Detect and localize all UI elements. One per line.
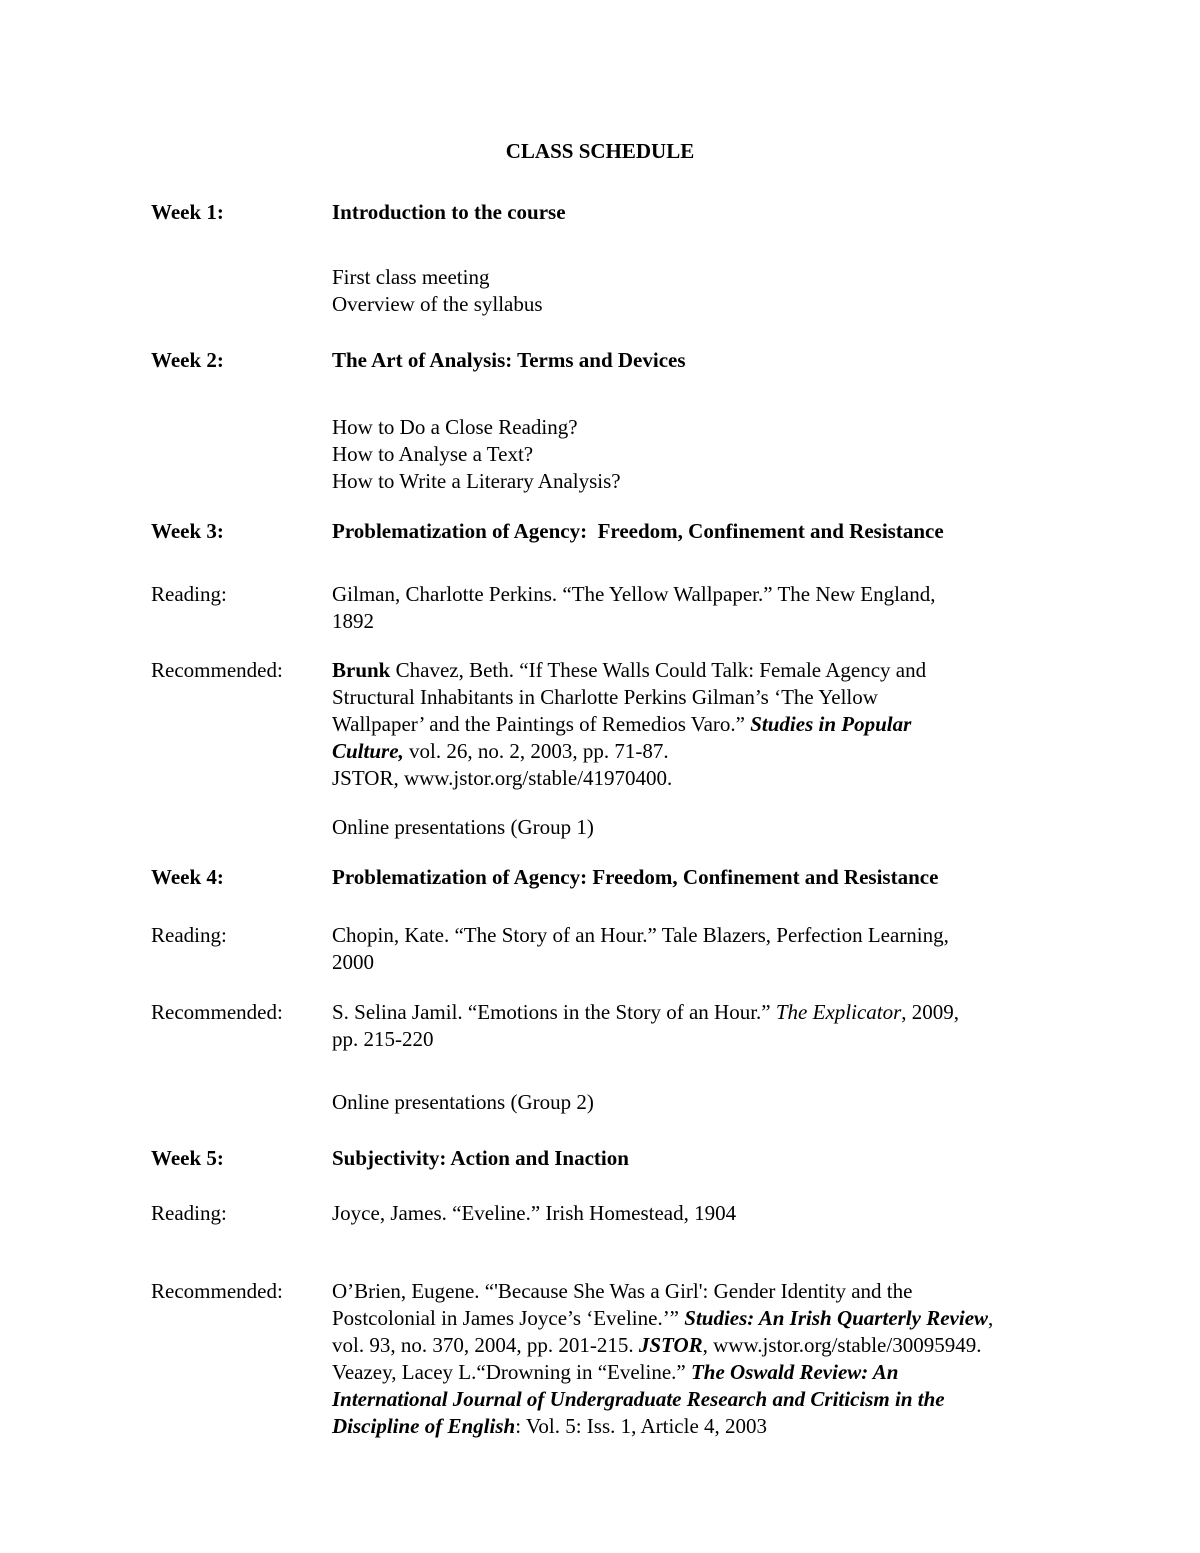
reading-line: 1892 <box>332 609 374 633</box>
citation-line <box>332 999 1042 1026</box>
week3-reading-label: Reading: <box>151 582 227 606</box>
week3-heading: Problematization of Agency: Freedom, Confinement and Resistance <box>332 519 944 543</box>
citation-text: , <box>988 1306 994 1330</box>
week3-reading <box>332 581 1042 635</box>
journal-title: Discipline of English <box>332 1414 516 1438</box>
citation-line: pp. 215-220 <box>332 1027 434 1051</box>
citation-text: Veazey, Lacey L.“Drowning in “Eveline.” <box>332 1360 691 1384</box>
week4-presentations: Online presentations (Group 2) <box>332 1090 594 1114</box>
list-item: Overview of the syllabus <box>332 292 543 316</box>
journal-title: Studies in Popular <box>750 712 912 736</box>
week3-recommended-label: Recommended: <box>151 658 283 682</box>
citation-text: S. Selina Jamil. “Emotions in the Story of an Hour.” <box>332 1000 776 1024</box>
list-item: First class meeting <box>332 265 490 289</box>
week5-reading-label: Reading: <box>151 1201 227 1225</box>
citation-text: Chavez, Beth. “If These Walls Could Talk: Female Agency and <box>390 658 927 682</box>
week4-heading: Problematization of Agency: Freedom, Confinement and Resistance <box>332 865 939 889</box>
week4-reading <box>332 922 1042 976</box>
week4-recommended <box>332 999 1042 1053</box>
week3-recommended <box>332 657 1042 792</box>
week3-label: Week 3: <box>151 519 224 543</box>
list-item: How to Write a Literary Analysis? <box>332 469 621 493</box>
citation-text: vol. 26, no. 2, 2003, pp. 71-87. <box>403 739 669 763</box>
week2-heading: The Art of Analysis: Terms and Devices <box>332 348 686 372</box>
citation-text: vol. 93, no. 370, 2004, pp. 201-215. <box>332 1333 639 1357</box>
citation-line: Structural Inhabitants in Charlotte Perkins Gilman’s ‘The Yellow <box>332 685 878 709</box>
reading-line: Joyce, James. “Eveline.” Irish Homestead, 1904 <box>332 1201 737 1225</box>
citation-line <box>332 1332 1042 1359</box>
citation-text: Wallpaper’ and the Paintings of Remedios Varo.” <box>332 712 751 736</box>
reading-line: Chopin, Kate. “The Story of an Hour.” Tale Blazers, Perfection Learning, <box>332 923 949 947</box>
week1-label: Week 1: <box>151 200 224 224</box>
week5-label: Week 5: <box>151 1146 224 1170</box>
reading-line: Gilman, Charlotte Perkins. “The Yellow Wallpaper.” The New England, <box>332 582 936 606</box>
citation-line <box>332 1305 1042 1332</box>
week5-reading <box>332 1200 1042 1227</box>
citation-text: : Vol. 5: Iss. 1, Article 4, 2003 <box>515 1414 768 1438</box>
citation-line <box>332 738 1042 765</box>
citation-text: , www.jstor.org/stable/30095949. <box>702 1333 982 1357</box>
citation-text: Postcolonial in James Joyce’s ‘Eveline.’” <box>332 1306 685 1330</box>
citation-text: , 2009, <box>901 1000 960 1024</box>
database-name: JSTOR <box>638 1333 703 1357</box>
citation-line <box>332 1413 1042 1440</box>
citation-line: O’Brien, Eugene. “'Because She Was a Girl': Gender Identity and the <box>332 1279 913 1303</box>
citation-line: International Journal of Undergraduate Research and Criticism in the <box>332 1387 945 1411</box>
citation-line <box>332 1359 1042 1386</box>
week4-label: Week 4: <box>151 865 224 889</box>
week5-heading: Subjectivity: Action and Inaction <box>332 1146 629 1170</box>
page-title: CLASS SCHEDULE <box>505 139 695 163</box>
week4-reading-label: Reading: <box>151 923 227 947</box>
journal-title: Studies: An Irish Quarterly Review <box>684 1306 989 1330</box>
week4-recommended-label: Recommended: <box>151 1000 283 1024</box>
week5-recommended <box>332 1278 1042 1440</box>
week1-heading: Introduction to the course <box>332 200 566 224</box>
journal-title: The Oswald Review: An <box>690 1360 899 1384</box>
journal-title: Culture, <box>332 739 404 763</box>
week2-label: Week 2: <box>151 348 224 372</box>
list-item: How to Analyse a Text? <box>332 442 534 466</box>
citation-author-bold: Brunk <box>332 658 391 682</box>
list-item: How to Do a Close Reading? <box>332 415 578 439</box>
citation-line <box>332 657 1042 684</box>
citation-line <box>332 711 1042 738</box>
week5-recommended-label: Recommended: <box>151 1279 283 1303</box>
week3-presentations: Online presentations (Group 1) <box>332 815 594 839</box>
week1-items <box>332 264 1042 318</box>
journal-title: The Explicator <box>775 1000 902 1024</box>
week2-items <box>332 414 1042 495</box>
reading-line: 2000 <box>332 950 374 974</box>
citation-line: JSTOR, www.jstor.org/stable/41970400. <box>332 766 673 790</box>
